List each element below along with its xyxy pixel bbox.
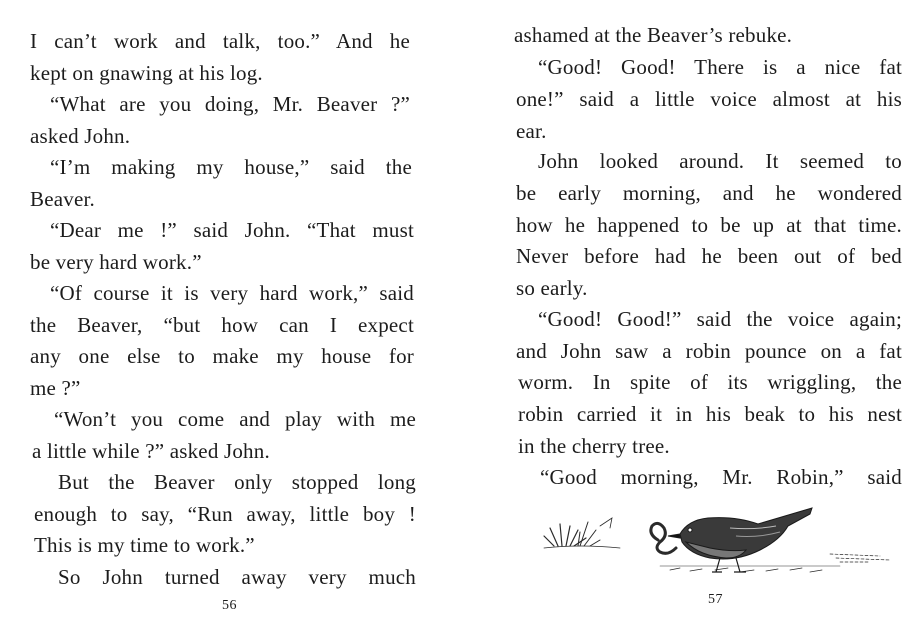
text-line: “Good! Good! There is a nice fat	[538, 55, 902, 79]
text-line: enough to say, “Run away, little boy !	[34, 502, 416, 526]
text-line: ashamed at the Beaver’s rebuke.	[514, 23, 793, 47]
text-line: “Of course it is very hard work,” said	[50, 281, 414, 305]
text-line: Never before had he been out of bed	[516, 244, 902, 268]
text-line: John looked around. It seemed to	[538, 149, 902, 173]
text-line: asked John.	[30, 124, 131, 148]
text-line: the Beaver, “but how can I expect	[30, 313, 414, 337]
text-line: “Dear me !” said John. “That must	[50, 218, 414, 242]
text-line: So John turned away very much	[58, 565, 416, 589]
text-line: one!” said a little voice almost at his	[516, 87, 902, 111]
page-number: 57	[708, 592, 723, 607]
text-line: worm. In spite of its wriggling, the	[518, 370, 902, 394]
text-line: “What are you doing, Mr. Beaver ?”	[50, 92, 410, 116]
text-line: But the Beaver only stopped long	[58, 470, 416, 494]
text-line: so early.	[516, 276, 588, 300]
text-line: and John saw a robin pounce on a fat	[516, 339, 902, 363]
text-line: Beaver.	[30, 187, 95, 211]
text-line: any one else to make my house for	[30, 344, 414, 368]
text-line: “Good! Good!” said the voice again;	[538, 307, 902, 331]
text-line: “Won’t you come and play with me	[54, 407, 416, 431]
text-line: how he happened to be up at that time.	[516, 213, 902, 237]
text-line: robin carried it in his beak to his nest	[518, 402, 902, 426]
text-line: ear.	[516, 119, 547, 143]
text-line: be early morning, and he wondered	[516, 181, 902, 205]
text-line: in the cherry tree.	[518, 434, 670, 458]
text-line: I can’t work and talk, too.” And he	[30, 29, 410, 53]
page-number: 56	[222, 598, 237, 613]
text-line: be very hard work.”	[30, 250, 202, 274]
text-line: This is my time to work.”	[34, 533, 255, 557]
text-line: a little while ?” asked John.	[32, 439, 270, 463]
robin-illustration	[540, 500, 900, 588]
text-line: “I’m making my house,” said the	[50, 155, 412, 179]
text-line: kept on gnawing at his log.	[30, 61, 263, 85]
text-line: “Good morning, Mr. Robin,” said	[540, 465, 902, 489]
text-line: me ?”	[30, 376, 81, 400]
